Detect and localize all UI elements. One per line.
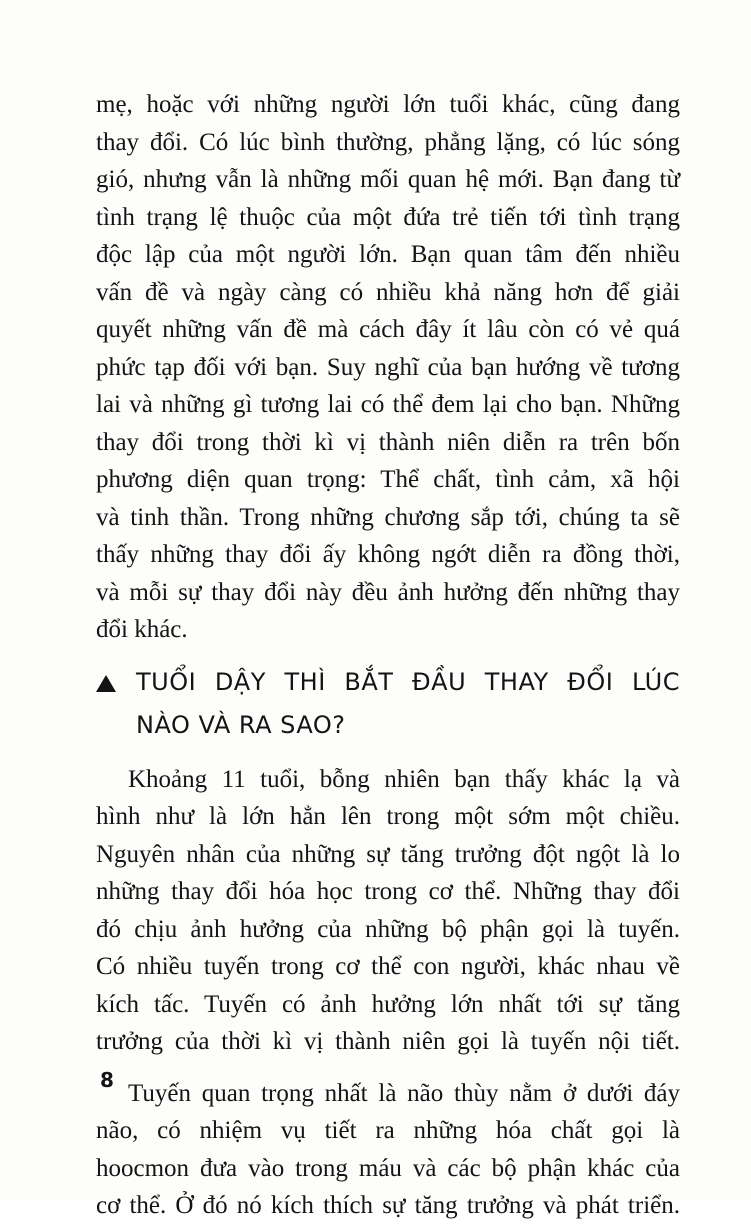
heading-line: NÀO VÀ RA SAO? [136, 710, 346, 739]
text-line: Nguyên nhân của những sự tăng trưởng đột ngột là lo [96, 840, 680, 868]
paragraph-2 [96, 761, 680, 1061]
page-content [96, 86, 680, 1225]
text-line: gió, nhưng vẫn là những mối quan hệ mới. Bạn đang từ [96, 166, 680, 193]
text-line: Khoảng 11 tuổi, bỗng nhiên bạn thấy khác lạ và [128, 765, 680, 793]
triangle-bullet-icon [96, 675, 116, 692]
text-line: Có nhiều tuyến trong cơ thể con người, khác nhau về [96, 953, 680, 980]
text-line: hoocmon đưa vào trong máu và các bộ phận khác của [96, 1154, 680, 1182]
page-number: 8 [100, 1068, 114, 1092]
section-heading [96, 661, 680, 747]
text-line: những thay đổi hóa học trong cơ thể. Những thay đổi [96, 878, 680, 905]
text-line: vấn đề và ngày càng có nhiều khả năng hơn để giải [96, 278, 680, 306]
text-line: tình trạng lệ thuộc của một đứa trẻ tiến tới tình trạng [96, 203, 680, 231]
text-line: đổi khác. [96, 616, 188, 643]
paragraph-3 [96, 1075, 680, 1225]
text-line: thay đổi. Có lúc bình thường, phẳng lặng, có lúc sóng [96, 128, 680, 156]
text-line: não, có nhiệm vụ tiết ra những hóa chất gọi là [96, 1117, 680, 1144]
text-line: lai và những gì tương lai có thể đem lại cho bạn. Những [96, 391, 680, 418]
text-line: phương diện quan trọng: Thể chất, tình cảm, xã hội [96, 466, 680, 493]
text-line: hình như là lớn hẳn lên trong một sớm một chiều. [96, 803, 680, 830]
text-line: trưởng của thời kì vị thành niên gọi là tuyến nội tiết. [96, 1028, 680, 1055]
text-line: cơ thể. Ở đó nó kích thích sự tăng trưởng và phát triển. [96, 1192, 680, 1219]
text-line: phức tạp đối với bạn. Suy nghĩ của bạn hướng về tương [96, 353, 680, 381]
text-line: mẹ, hoặc với những người lớn tuổi khác, cũng đang [96, 91, 680, 118]
text-line: thay đổi trong thời kì vị thành niên diễn ra trên bốn [96, 428, 680, 456]
heading-line: TUỔI DẬY THÌ BẮT ĐẦU THAY ĐỔI LÚC [136, 667, 680, 696]
text-line: và mỗi sự thay đổi này đều ảnh hưởng đến những thay [96, 578, 680, 606]
text-line: và tinh thần. Trong những chương sắp tới, chúng ta sẽ [96, 503, 680, 531]
paragraph-1 [96, 86, 680, 649]
text-line: đó chịu ảnh hưởng của những bộ phận gọi là tuyến. [96, 915, 680, 943]
text-line: thấy những thay đổi ấy không ngớt diễn ra đồng thời, [96, 541, 680, 568]
text-line: kích tấc. Tuyến có ảnh hưởng lớn nhất tới sự tăng [96, 990, 680, 1018]
text-line: quyết những vấn đề mà cách đây ít lâu còn có vẻ quá [96, 316, 680, 343]
text-line: độc lập của một người lớn. Bạn quan tâm đến nhiều [96, 241, 680, 268]
text-line: Tuyến quan trọng nhất là não thùy nằm ở dưới đáy [128, 1079, 680, 1107]
